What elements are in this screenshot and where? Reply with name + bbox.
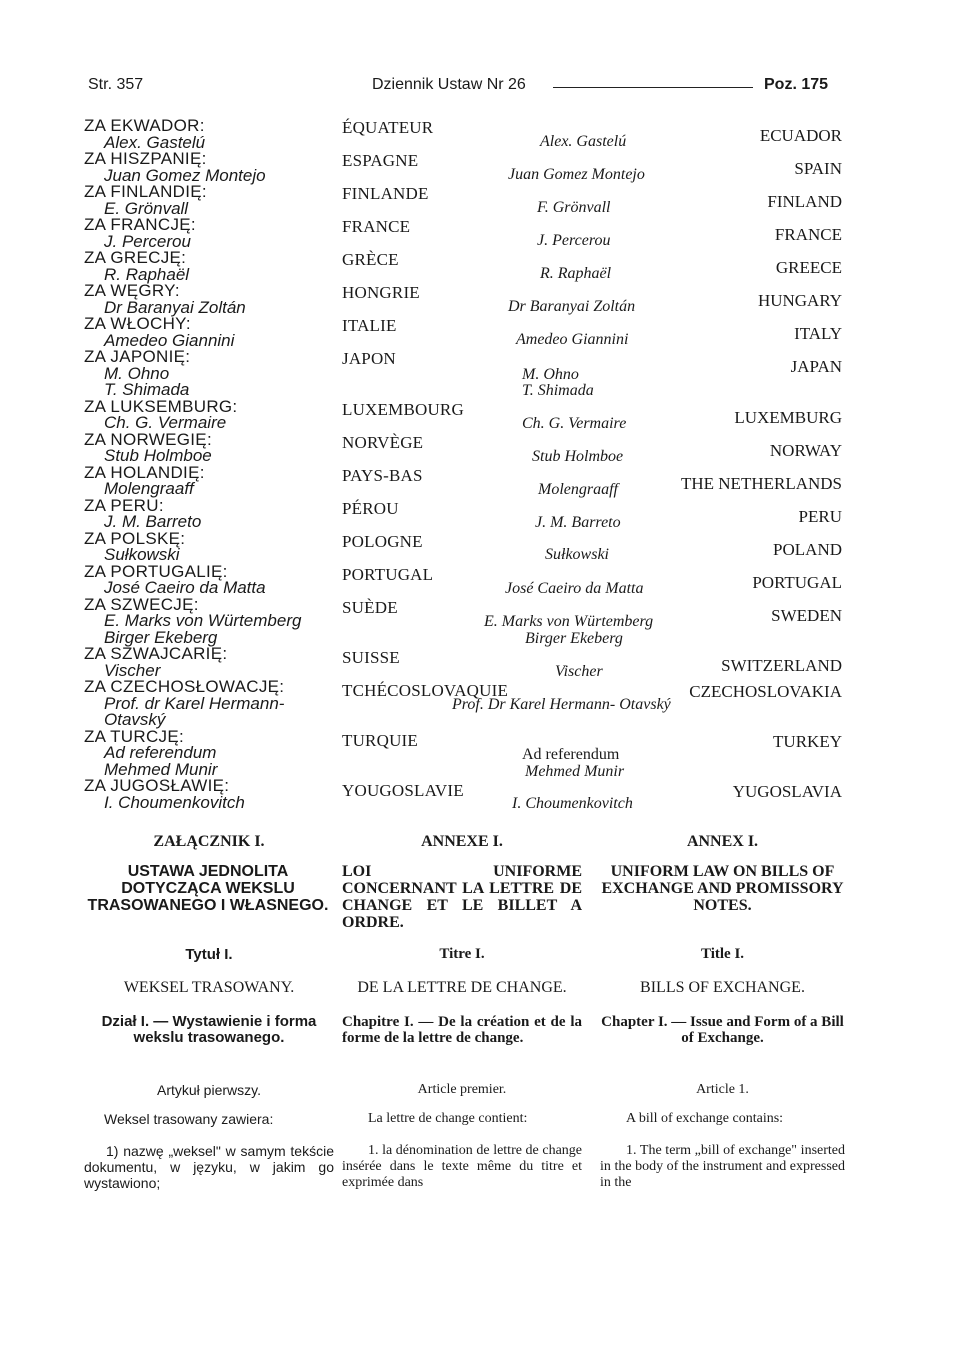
signatory-country-pl: ZA FINLANDIĘ: [84, 182, 207, 201]
signatory-country-pl: ZA CZECHOSŁOWACJĘ: [84, 677, 285, 696]
representative-center: F. Grönvall [537, 199, 611, 216]
representative-center: M. Ohno [522, 366, 579, 383]
signatory-representative-pl: Ad referendum [104, 743, 217, 762]
country-en: LUXEMBURG [734, 408, 842, 427]
signatory-representative-pl: Birger Ekeberg [104, 627, 218, 647]
title-name-fr: DE LA LETTRE DE CHANGE. [357, 979, 567, 996]
country-en: THE NETHERLANDS [680, 474, 842, 493]
signatory-country-pl: ZA PORTUGALIĘ: [84, 561, 228, 581]
annex-en: ANNEX I. [686, 833, 759, 850]
signatory-representative-pl: J. M. Barreto [104, 512, 202, 531]
title-name-pl: WEKSEL TRASOWANY. [123, 979, 295, 996]
signatory-representative-pl: J. Percerou [104, 231, 191, 251]
country-en: POLAND [773, 540, 842, 559]
signatory-country-pl: ZA PERU: [84, 495, 164, 515]
country-en: SPAIN [794, 159, 842, 178]
country-fr: SUISSE [342, 648, 400, 667]
country-en: HUNGARY [757, 291, 842, 310]
country-en: ECUADOR [759, 126, 842, 145]
signatory-representative-pl: Prof. dr Karel Hermann- [104, 693, 285, 713]
title-pl: Tytuł I. [185, 946, 233, 963]
country-fr: PAYS-BAS [342, 466, 423, 485]
article-fr: Article premier. [417, 1082, 507, 1097]
annex-fr: ANNEXE I. [421, 833, 503, 850]
journal-title: Dziennik Ustaw Nr 26 [372, 76, 526, 93]
country-en: FRANCE [774, 225, 842, 244]
signatory-country-pl: ZA FRANCJĘ: [84, 215, 196, 234]
signatory-country-pl: ZA LUKSEMBURG: [84, 396, 238, 416]
title-en: Title I. [700, 946, 745, 962]
country-fr: TURQUIE [342, 731, 418, 750]
country-fr: HONGRIE [342, 283, 420, 302]
signatory-representative-pl: Molengraaff [104, 479, 194, 498]
signatory-country-pl: ZA SZWECJĘ: [84, 594, 199, 614]
country-en: TURKEY [773, 732, 842, 751]
representative-center: Dr Baranyai Zoltán [508, 298, 636, 315]
signatory-country-pl: ZA POLSKĘ: [84, 528, 186, 548]
page-number: Str. 357 [88, 76, 144, 93]
signatory-representative-pl: Amedeo Giannini [104, 330, 235, 350]
representative-center: Vischer [555, 663, 603, 680]
country-en: GREECE [775, 258, 842, 277]
country-en: FINLAND [767, 192, 842, 211]
paragraph2-en: 1. The term „bill of exchange" inserted in the body of the instrument and expressed in the [600, 1143, 845, 1190]
signatory-country-pl: ZA NORWEGIĘ: [84, 429, 212, 449]
country-en: JAPAN [790, 357, 842, 376]
country-en: PERU [798, 507, 842, 526]
representative-center: Birger Ekeberg [525, 630, 623, 647]
country-en: SWEDEN [771, 606, 842, 625]
signatory-representative-pl: I. Choumenkovitch [104, 792, 245, 812]
signatory-country-pl: ZA JUGOSŁAWIĘ: [84, 776, 230, 795]
representative-center: Molengraaff [538, 481, 618, 498]
signatory-representative-pl: E. Marks von Würtemberg [104, 611, 302, 630]
representative-center: Ad referendum [522, 746, 620, 763]
representative-center: José Caeiro da Matta [505, 580, 644, 597]
representative-center: R. Raphaël [540, 265, 612, 282]
law-title-en: UNIFORM LAW ON BILLS OF EXCHANGE AND PROMISSORY NOTES. [601, 863, 844, 914]
signatory-country-pl: ZA JAPONIĘ: [84, 347, 191, 366]
article-en: Article 1. [696, 1082, 749, 1097]
paragraph1-pl: Weksel trasowany zawiera: [104, 1111, 274, 1127]
representative-center: Sułkowski [545, 546, 609, 563]
signatory-country-pl: ZA WĘGRY: [84, 281, 180, 300]
law-title-fr: LOI UNIFORME CONCERNANT LA LETTRE DE CHANGE ET LE BILLET A ORDRE. [342, 863, 582, 931]
country-fr: LUXEMBOURG [342, 400, 464, 419]
chapter-pl: Dział I. — Wystawienie i forma wekslu trasowanego. [101, 1013, 317, 1046]
law-title-pl: USTAWA JEDNOLITA DOTYCZĄCA WEKSLU TRASOWANEGO I WŁASNEGO. [87, 863, 329, 914]
signatory-representative-pl: Alex. Gastelú [104, 132, 206, 152]
country-fr: FINLANDE [342, 184, 429, 203]
representative-center: Stub Holmboe [532, 448, 624, 465]
country-fr: SUÈDE [342, 598, 398, 617]
chapter-fr: Chapitre I. — De la création et de la forme de la lettre de change. [342, 1014, 582, 1046]
signatory-representative-pl: R. Raphaël [104, 264, 190, 284]
country-en: NORWAY [769, 441, 842, 460]
representative-center: I. Choumenkovitch [512, 795, 633, 812]
signatory-representative-pl: José Caeiro da Matta [104, 578, 266, 597]
country-fr: POLOGNE [342, 532, 423, 551]
representative-center: E. Marks von Würtemberg [484, 613, 654, 630]
signatory-representative-pl: E. Grönvall [104, 198, 189, 218]
country-fr: TCHÉCOSLOVAQUIE [342, 681, 509, 700]
signatory-representative-pl: Dr Baranyai Zoltán [104, 297, 246, 317]
representative-center: Mehmed Munir [525, 763, 625, 780]
signatories-polish [84, 118, 301, 811]
signatory-country-pl: ZA SZWAJCARIĘ: [84, 644, 228, 663]
country-en: YUGOSLAVIA [732, 782, 842, 801]
chapter-en: Chapter I. — Issue and Form of a Bill of Exchange. [601, 1014, 844, 1046]
representative-center: Ch. G. Vermaire [522, 415, 627, 432]
signatory-country-pl: ZA HISZPANIĘ: [84, 149, 207, 168]
paragraph2-fr: 1. la dénomination de lettre de change insérée dans le texte même du titre et exprimée dans [342, 1143, 582, 1190]
position-number: Poz. 175 [764, 76, 829, 93]
country-fr: FRANCE [342, 217, 411, 236]
signatory-representative-pl: T. Shimada [104, 380, 190, 399]
representative-center: Juan Gomez Montejo [508, 166, 645, 183]
signatory-country-pl: ZA GRECJĘ: [84, 248, 187, 267]
representative-center: Amedeo Giannini [516, 331, 629, 348]
signatory-representative-pl: Juan Gomez Montejo [104, 165, 266, 185]
signatory-representative-pl: Otavský [104, 710, 166, 729]
signatory-representative-pl: Stub Holmboe [104, 446, 212, 465]
country-fr: PORTUGAL [342, 565, 434, 584]
signatory-representative-pl: Vischer [104, 660, 161, 680]
header-rule [553, 87, 753, 88]
signatory-representative-pl: M. Ohno [104, 363, 170, 383]
country-fr: ÉQUATEUR [342, 118, 434, 137]
representative-center: J. M. Barreto [535, 514, 621, 531]
signatory-country-pl: ZA TURCJĘ: [84, 726, 184, 746]
country-fr: JAPON [342, 349, 396, 368]
representative-center: Prof. Dr Karel Hermann- Otavský [452, 696, 671, 713]
country-fr: PÉROU [342, 499, 399, 518]
annex-pl: ZAŁĄCZNIK I. [153, 833, 265, 850]
title-fr: Titre I. [439, 946, 485, 962]
signatory-country-pl: ZA EKWADOR: [84, 116, 205, 135]
country-fr: ITALIE [342, 316, 397, 335]
country-en: ITALY [794, 324, 842, 343]
country-fr: GRÈCE [342, 250, 399, 269]
signatory-representative-pl: Ch. G. Vermaire [104, 413, 227, 432]
country-fr: ESPAGNE [342, 151, 419, 170]
signatory-representative-pl: Mehmed Munir [104, 759, 218, 779]
article-pl: Artykuł pierwszy. [157, 1082, 261, 1098]
signatory-country-pl: ZA HOLANDIĘ: [84, 462, 205, 482]
signatory-representative-pl: Sułkowski [104, 545, 180, 564]
country-en: SWITZERLAND [721, 656, 842, 675]
title-name-en: BILLS OF EXCHANGE. [640, 979, 805, 996]
country-fr: YOUGOSLAVIE [342, 781, 464, 800]
signatory-country-pl: ZA WŁOCHY: [84, 314, 191, 333]
paragraph1-fr: La lettre de change contient: [368, 1111, 528, 1126]
country-en: PORTUGAL [752, 573, 842, 592]
country-en: CZECHOSLOVAKIA [689, 682, 842, 701]
paragraph2-pl: 1) nazwę „weksel" w samym tekście dokumentu, w języku, w jakim go wystawiono; [84, 1143, 334, 1191]
country-fr: NORVÈGE [342, 433, 424, 452]
representative-center: Alex. Gastelú [540, 133, 627, 150]
representative-center: J. Percerou [537, 232, 611, 249]
paragraph1-en: A bill of exchange contains: [626, 1111, 784, 1126]
representative-center: T. Shimada [522, 382, 594, 399]
